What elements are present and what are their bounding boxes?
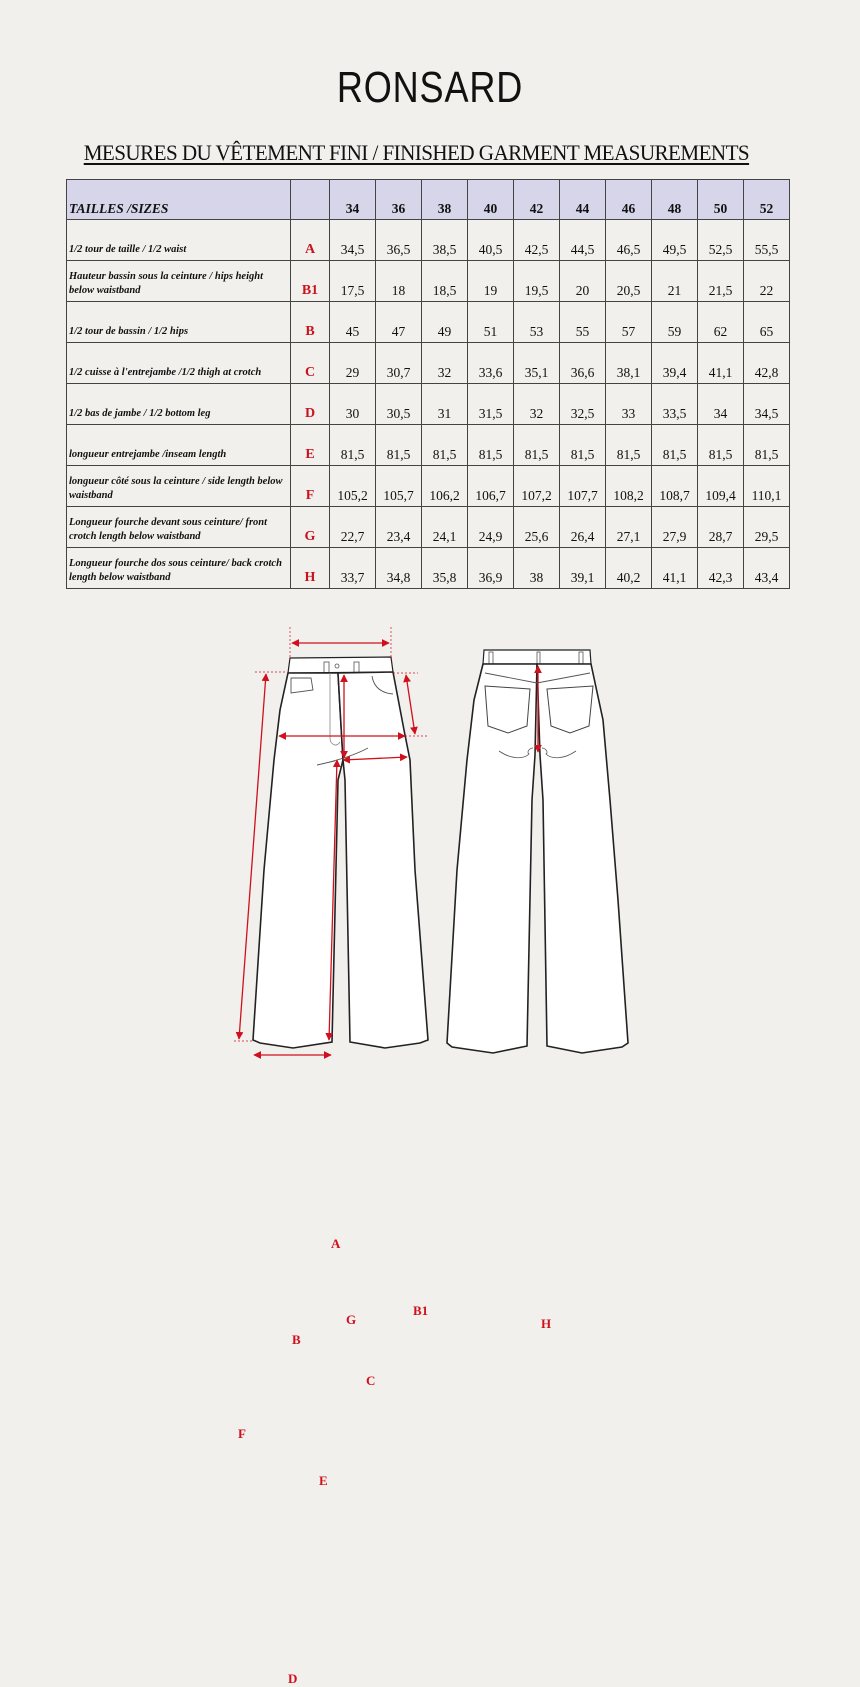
measurement-value: 30,5 — [376, 384, 422, 425]
size-header: 38 — [422, 180, 468, 220]
measurement-value: 59 — [652, 302, 698, 343]
page-title: MESURES DU VÊTEMENT FINI / FINISHED GARMENT MEASUREMENTS — [83, 140, 750, 165]
measurement-label: 1/2 tour de bassin / 1/2 hips — [67, 302, 291, 343]
measurement-value: 106,2 — [422, 466, 468, 507]
measurement-value: 19 — [468, 261, 514, 302]
table-header-row — [67, 180, 790, 220]
measurement-value: 81,5 — [376, 425, 422, 466]
measurement-value: 65 — [744, 302, 790, 343]
table-row — [67, 220, 790, 261]
measurement-value: 21,5 — [698, 261, 744, 302]
table-row — [67, 507, 790, 548]
size-header: 34 — [330, 180, 376, 220]
measurement-value: 109,4 — [698, 466, 744, 507]
dim-label-b1: B1 — [413, 1303, 429, 1318]
dim-label-h: H — [541, 1316, 552, 1331]
measurement-value: 42,8 — [744, 343, 790, 384]
measurement-code: A — [291, 220, 330, 261]
sizes-header: TAILLES /SIZES — [67, 180, 291, 220]
dim-label-g: G — [346, 1312, 357, 1327]
measurement-value: 24,1 — [422, 507, 468, 548]
measurement-value: 40,2 — [606, 548, 652, 589]
measurement-label: longueur entrejambe /inseam length — [67, 425, 291, 466]
measurement-value: 110,1 — [744, 466, 790, 507]
measurement-value: 46,5 — [606, 220, 652, 261]
measurement-label: 1/2 cuisse à l'entrejambe /1/2 thigh at crotch — [67, 343, 291, 384]
measurement-value: 47 — [376, 302, 422, 343]
measurement-value: 42,5 — [514, 220, 560, 261]
measurement-value: 81,5 — [422, 425, 468, 466]
size-header: 40 — [468, 180, 514, 220]
measurement-value: 107,2 — [514, 466, 560, 507]
code-header — [291, 180, 330, 220]
measurement-value: 31,5 — [468, 384, 514, 425]
measurement-value: 81,5 — [744, 425, 790, 466]
measurement-code: E — [291, 425, 330, 466]
measurement-value: 81,5 — [652, 425, 698, 466]
measurement-value: 20,5 — [606, 261, 652, 302]
table-body — [67, 220, 790, 589]
measurement-value: 81,5 — [514, 425, 560, 466]
table-row — [67, 466, 790, 507]
dim-label-b: B — [292, 1332, 301, 1347]
size-header: 48 — [652, 180, 698, 220]
table-row — [67, 302, 790, 343]
measurement-label: Hauteur bassin sous la ceinture / hips height below waistband — [67, 261, 291, 302]
measurement-value: 27,9 — [652, 507, 698, 548]
measurement-value: 33,7 — [330, 548, 376, 589]
measurement-value: 33,6 — [468, 343, 514, 384]
measurement-value: 51 — [468, 302, 514, 343]
measurement-value: 30,7 — [376, 343, 422, 384]
measurement-value: 81,5 — [606, 425, 652, 466]
measurement-value: 20 — [560, 261, 606, 302]
measurement-value: 105,2 — [330, 466, 376, 507]
measurement-value: 34,5 — [330, 220, 376, 261]
measurement-code: C — [291, 343, 330, 384]
measurement-value: 81,5 — [560, 425, 606, 466]
measurement-value: 81,5 — [330, 425, 376, 466]
size-header: 50 — [698, 180, 744, 220]
measurement-value: 32 — [422, 343, 468, 384]
measurement-value: 41,1 — [652, 548, 698, 589]
measurement-value: 35,8 — [422, 548, 468, 589]
measurement-code: H — [291, 548, 330, 589]
measurement-value: 55 — [560, 302, 606, 343]
measurement-value: 45 — [330, 302, 376, 343]
front-pants-drawing — [253, 657, 428, 1048]
measurement-value: 42,3 — [698, 548, 744, 589]
measurement-value: 23,4 — [376, 507, 422, 548]
measurement-value: 49,5 — [652, 220, 698, 261]
measurement-value: 32,5 — [560, 384, 606, 425]
measurement-value: 108,2 — [606, 466, 652, 507]
measurement-value: 24,9 — [468, 507, 514, 548]
measurement-value: 29 — [330, 343, 376, 384]
table-row — [67, 261, 790, 302]
measurement-value: 17,5 — [330, 261, 376, 302]
measurement-value: 22 — [744, 261, 790, 302]
table-row — [67, 548, 790, 589]
measurement-value: 36,9 — [468, 548, 514, 589]
measurement-value: 33 — [606, 384, 652, 425]
size-header: 52 — [744, 180, 790, 220]
measurement-value: 55,5 — [744, 220, 790, 261]
measurement-value: 18,5 — [422, 261, 468, 302]
measurement-value: 53 — [514, 302, 560, 343]
dim-label-f: F — [238, 1426, 246, 1441]
measurement-label: 1/2 bas de jambe / 1/2 bottom leg — [67, 384, 291, 425]
dim-label-c: C — [366, 1373, 376, 1388]
measurement-value: 52,5 — [698, 220, 744, 261]
pants-technical-drawing — [0, 610, 860, 1097]
measurement-value: 81,5 — [698, 425, 744, 466]
table-row — [67, 384, 790, 425]
measurement-value: 19,5 — [514, 261, 560, 302]
measurement-label: Longueur fourche dos sous ceinture/ back crotch length below waistband — [67, 548, 291, 589]
brand-logo: RONSARD — [336, 63, 524, 112]
measurement-value: 62 — [698, 302, 744, 343]
measurement-value: 34 — [698, 384, 744, 425]
measurement-value: 44,5 — [560, 220, 606, 261]
measurement-value: 41,1 — [698, 343, 744, 384]
measurement-code: B — [291, 302, 330, 343]
measurement-value: 105,7 — [376, 466, 422, 507]
measurement-label: Longueur fourche devant sous ceinture/ front crotch length below waistband — [67, 507, 291, 548]
measurement-value: 22,7 — [330, 507, 376, 548]
measurement-value: 36,5 — [376, 220, 422, 261]
measurement-value: 106,7 — [468, 466, 514, 507]
measurement-code: B1 — [291, 261, 330, 302]
measurement-value: 27,1 — [606, 507, 652, 548]
measurement-value: 81,5 — [468, 425, 514, 466]
measurement-value: 107,7 — [560, 466, 606, 507]
table-row — [67, 425, 790, 466]
measurement-value: 35,1 — [514, 343, 560, 384]
dim-label-e: E — [319, 1473, 328, 1488]
size-header: 46 — [606, 180, 652, 220]
measurement-value: 18 — [376, 261, 422, 302]
measurement-value: 39,1 — [560, 548, 606, 589]
measurement-value: 33,5 — [652, 384, 698, 425]
measurement-value: 43,4 — [744, 548, 790, 589]
measurement-label: longueur côté sous la ceinture / side length below waistband — [67, 466, 291, 507]
measurement-value: 21 — [652, 261, 698, 302]
measurement-value: 38,1 — [606, 343, 652, 384]
measurement-value: 38 — [514, 548, 560, 589]
table-row — [67, 343, 790, 384]
measurement-label: 1/2 tour de taille / 1/2 waist — [67, 220, 291, 261]
size-header: 42 — [514, 180, 560, 220]
measurement-value: 34,8 — [376, 548, 422, 589]
measurement-value: 31 — [422, 384, 468, 425]
measurement-value: 49 — [422, 302, 468, 343]
size-header: 44 — [560, 180, 606, 220]
size-chart-table — [66, 179, 790, 589]
measurement-value: 57 — [606, 302, 652, 343]
measurement-value: 32 — [514, 384, 560, 425]
measurement-code: D — [291, 384, 330, 425]
measurement-value: 29,5 — [744, 507, 790, 548]
measurement-value: 26,4 — [560, 507, 606, 548]
dim-label-a: A — [331, 1236, 341, 1251]
measurement-code: F — [291, 466, 330, 507]
measurement-value: 40,5 — [468, 220, 514, 261]
measurement-value: 30 — [330, 384, 376, 425]
dim-label-d: D — [288, 1671, 298, 1686]
garment-diagram — [0, 610, 860, 1686]
measurement-value: 34,5 — [744, 384, 790, 425]
size-header: 36 — [376, 180, 422, 220]
measurement-value: 38,5 — [422, 220, 468, 261]
measurement-code: G — [291, 507, 330, 548]
measurement-value: 108,7 — [652, 466, 698, 507]
measurement-value: 36,6 — [560, 343, 606, 384]
measurement-value: 25,6 — [514, 507, 560, 548]
measurement-value: 39,4 — [652, 343, 698, 384]
measurement-value: 28,7 — [698, 507, 744, 548]
